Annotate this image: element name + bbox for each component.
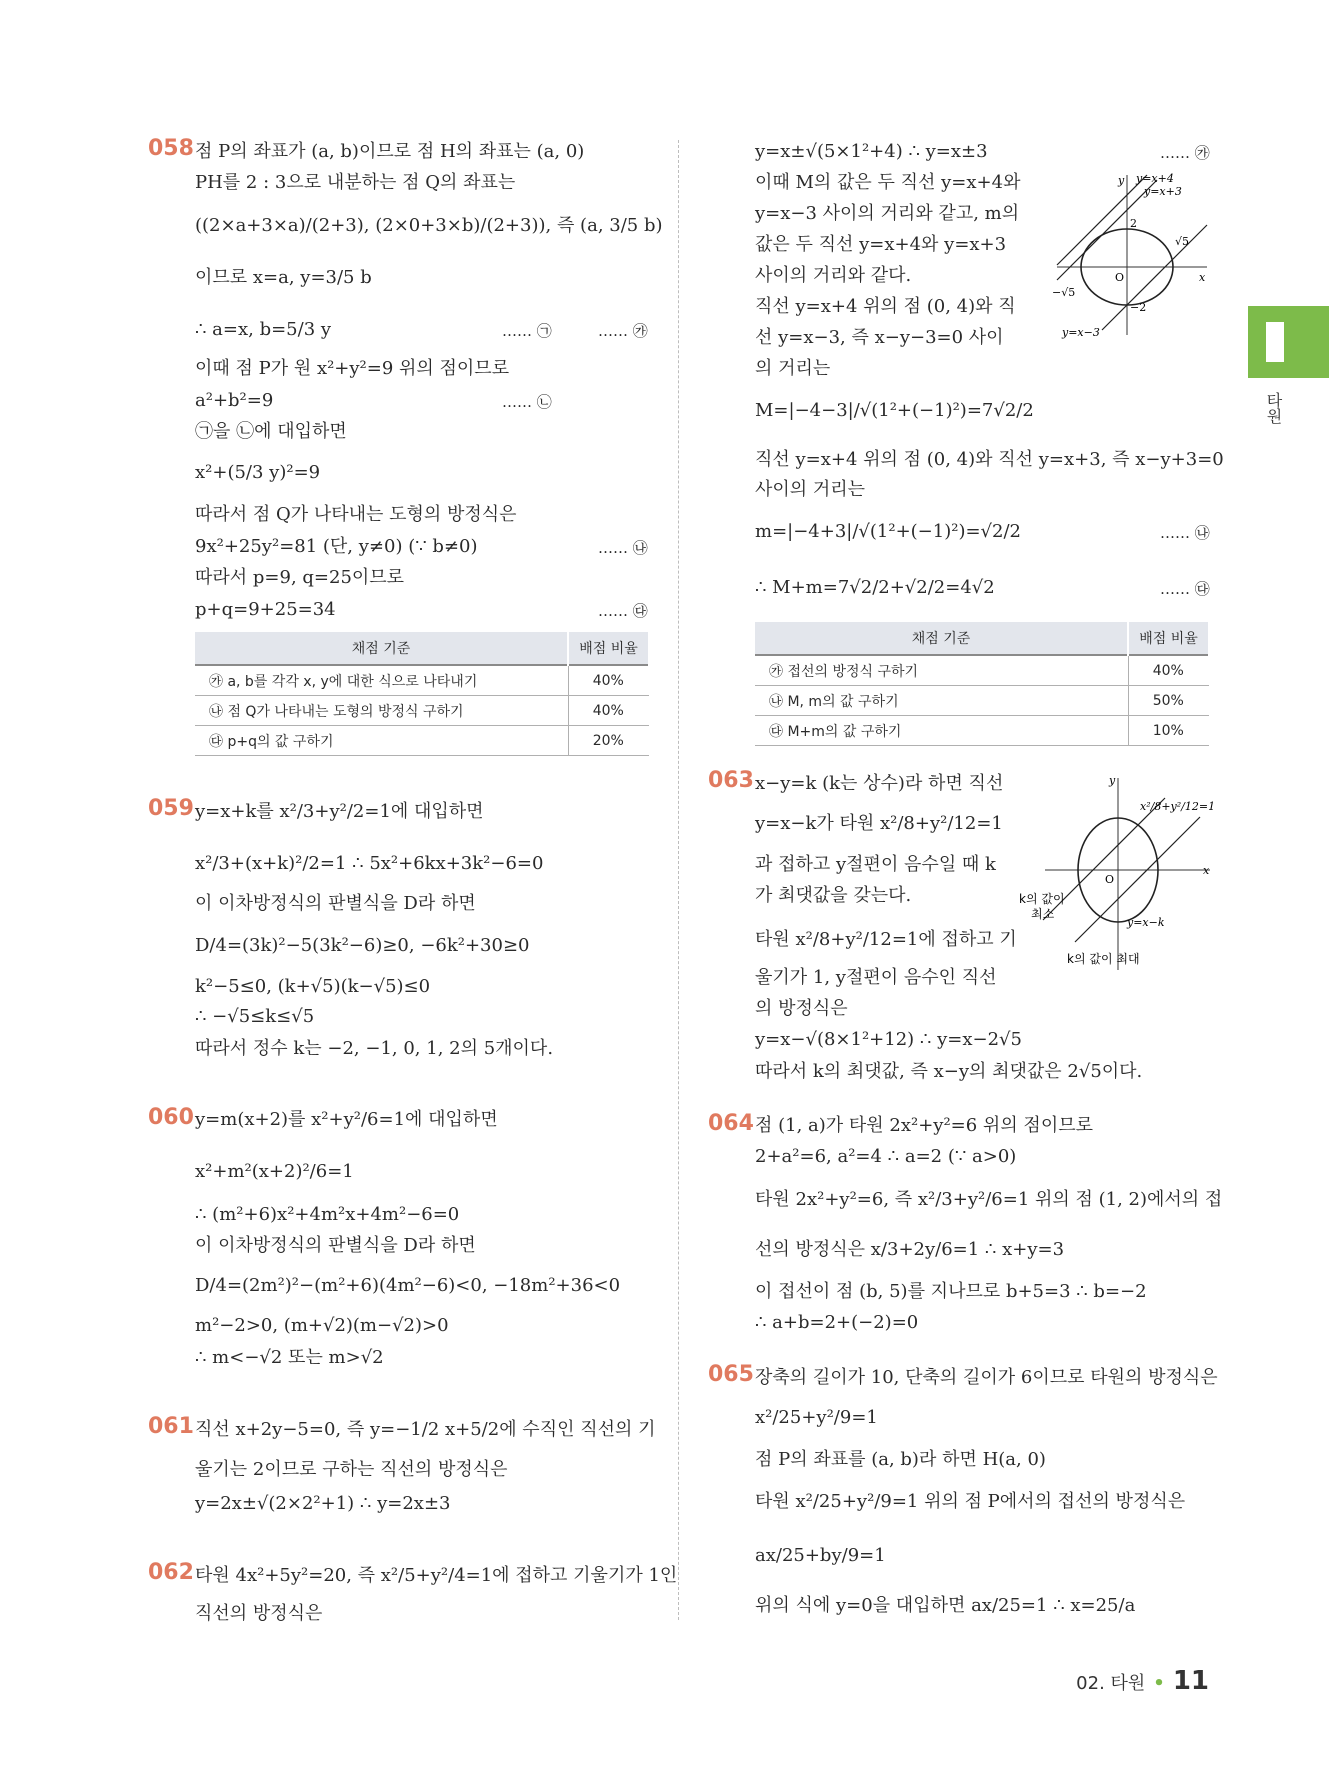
problem-060-line-3: ∴ (m²+6)x²+4m²x+4m²−6=0 [195,1204,460,1225]
problem-062-cont-line-11: 사이의 거리는 [755,479,866,500]
problem-062-cont-line-13: ∴ M+m=7√2/2+√2/2=4√2 [755,577,995,598]
problem-number-060: 060 [148,1105,194,1130]
problem-058-line-4: 이므로 x=a, y=3/5 b [195,267,372,288]
problem-065-line-5: ax/25+by/9=1 [755,1545,886,1566]
graph-label: −2 [1130,301,1147,314]
problem-063-line-2: y=x−k가 타원 x²/8+y²/12=1 [755,813,1003,834]
problem-061-line-2: 울기는 2이므로 구하는 직선의 방정식은 [195,1459,508,1480]
problem-062-cont-line-7: 선 y=x−3, 즉 x−y−3=0 사이 [755,327,1004,348]
problem-065-line-2: x²/25+y²/9=1 [755,1407,878,1428]
problem-064-line-4: 선의 방정식은 x/3+2y/6=1 ∴ x+y=3 [755,1239,1065,1260]
page-footer [1076,1666,1209,1696]
graph-label: x [1199,271,1206,284]
problem-058-line-3: ((2×a+3×a)/(2+3), (2×0+3×b)/(2+3)), 즉 (a, 3/5 b) [195,215,663,236]
table-header-ratio: 배점 비율 [568,632,649,665]
table-row [755,655,1209,686]
page-number: 11 [1172,1666,1209,1696]
graph-label: k의 값이 최대 [1067,952,1140,966]
problem-number-058: 058 [148,136,194,161]
criterion-cell: ㉮ 접선의 방정식 구하기 [755,655,1128,686]
problem-060-line-7: ∴ m<−√2 또는 m>√2 [195,1347,384,1368]
problem-062-cont-line-5: 사이의 거리와 같다. [755,265,912,286]
problem-062-cont-line-4: 값은 두 직선 y=x+4와 y=x+3 [755,234,1007,255]
ratio-cell: 50% [1128,686,1209,716]
graph-label: y=x+4 [1136,172,1174,185]
graph-label: O [1115,271,1125,284]
problem-062-cont-line-12: m=|−4+3|/√(1²+(−1)²)=√2/2 [755,521,1021,542]
problem-059-line-5: k²−5≤0, (k+√5)(k−√5)≤0 [195,976,431,997]
table-header-criterion: 채점 기준 [755,622,1128,655]
graph-label: −√5 [1052,286,1076,299]
problem-059-line-2: x²/3+(x+k)²/2=1 ∴ 5x²+6kx+3k²−6=0 [195,853,544,874]
criterion-cell: ㉯ 점 Q가 나타내는 도형의 방정식 구하기 [195,696,568,726]
problem-062-cont-line-1: y=x±√(5×1²+4) ∴ y=x±3 [755,141,988,162]
table-row [755,716,1209,746]
problem-063-line-1: x−y=k (k는 상수)라 하면 직선 [755,773,1004,794]
problem-065-line-4: 타원 x²/25+y²/9=1 위의 점 P에서의 접선의 방정식은 [755,1491,1186,1512]
graph-label: k의 값이 [1019,892,1065,906]
problem-060-line-1: y=m(x+2)를 x²+y²/6=1에 대입하면 [195,1109,498,1130]
problem-059-line-3: 이 이차방정식의 판별식을 D라 하면 [195,893,476,914]
problem-number-059: 059 [148,796,194,821]
chapter-side-label: 타원 [1264,392,1283,424]
problem-064-line-1: 점 (1, a)가 타원 2x²+y²=6 위의 점이므로 [755,1115,1093,1136]
criterion-cell: ㉮ a, b를 각각 x, y에 대한 식으로 나타내기 [195,665,568,696]
graph-label: O [1105,873,1115,886]
problem-058-line-8: ㉠을 ㉡에 대입하면 [195,421,347,442]
problem-058-line-10: 따라서 점 Q가 나타내는 도형의 방정식은 [195,504,517,525]
problem-060-line-4: 이 이차방정식의 판별식을 D라 하면 [195,1235,476,1256]
graph-label: y [1118,174,1125,187]
problem-064-line-2: 2+a²=6, a²=4 ∴ a=2 (∵ a>0) [755,1146,1017,1167]
problem-059-line-6: ∴ −√5≤k≤√5 [195,1006,315,1027]
table-row [195,726,649,756]
problem-060-line-6: m²−2>0, (m+√2)(m−√2)>0 [195,1315,449,1336]
marker-na: …… ㉯ [598,539,648,557]
marker-na-062: …… ㉯ [1160,524,1210,542]
column-divider [678,140,679,1620]
marker-ga-062: …… ㉮ [1160,144,1210,162]
marker-1: …… ㉠ [502,322,552,340]
scoring-table-062 [755,622,1210,746]
graph-label: y=x+3 [1144,185,1182,198]
problem-062-cont-line-2: 이때 M의 값은 두 직선 y=x+4와 [755,172,1021,193]
problem-062-cont-line-8: 의 거리는 [755,358,831,379]
scoring-table-058 [195,632,650,756]
graph-label: y=x−k [1127,916,1165,929]
graph-label: x²/8+y²/12=1 [1140,800,1215,813]
problem-062-cont-line-6: 직선 y=x+4 위의 점 (0, 4)와 직 [755,296,1016,317]
problem-number-061: 061 [148,1414,194,1439]
problem-062-cont-line-3: y=x−3 사이의 거리와 같고, m의 [755,203,1020,224]
problem-063-line-8: y=x−√(8×1²+12) ∴ y=x−2√5 [755,1029,1022,1050]
problem-065-line-6: 위의 식에 y=0을 대입하면 ax/25=1 ∴ x=25/a [755,1595,1136,1616]
criterion-cell: ㉰ M+m의 값 구하기 [755,716,1128,746]
problem-063-line-7: 의 방정식은 [755,998,848,1019]
problem-061-line-1: 직선 x+2y−5=0, 즉 y=−1/2 x+5/2에 수직인 직선의 기 [195,1419,656,1440]
problem-065-line-1: 장축의 길이가 10, 단축의 길이가 6이므로 타원의 방정식은 [755,1367,1218,1388]
marker-da: …… ㉰ [598,602,648,620]
criterion-cell: ㉰ p+q의 값 구하기 [195,726,568,756]
problem-number-062: 062 [148,1560,194,1585]
problem-060-line-5: D/4=(2m²)²−(m²+6)(4m²−6)<0, −18m²+36<0 [195,1275,621,1296]
problem-058-line-11: 9x²+25y²=81 (단, y≠0) (∵ b≠0) [195,536,478,557]
problem-063-line-4: 가 최댓값을 갖는다. [755,885,912,906]
ratio-cell: 10% [1128,716,1209,746]
problem-058-line-13: p+q=9+25=34 [195,599,336,620]
graph-label: 최소 [1031,907,1055,921]
problem-062-cont-line-9: M=|−4−3|/√(1²+(−1)²)=7√2/2 [755,400,1034,421]
problem-060-line-2: x²+m²(x+2)²/6=1 [195,1161,354,1182]
problem-058-line-7: a²+b²=9 [195,390,274,411]
problem-059-line-7: 따라서 정수 k는 −2, −1, 0, 1, 2의 5개이다. [195,1038,554,1059]
problem-063-line-9: 따라서 k의 최댓값, 즉 x−y의 최댓값은 2√5이다. [755,1061,1143,1082]
problem-number-065: 065 [708,1362,754,1387]
ratio-cell: 20% [568,726,649,756]
problem-number-064: 064 [708,1111,754,1136]
problem-063-line-3: 과 접하고 y절편이 음수일 때 k [755,854,996,875]
problem-065-line-3: 점 P의 좌표를 (a, b)라 하면 H(a, 0) [755,1449,1046,1470]
ellipse-tangent-graph [1015,770,1215,975]
problem-059-line-4: D/4=(3k)²−5(3k²−6)≥0, −6k²+30≥0 [195,935,530,956]
problem-064-line-3: 타원 2x²+y²=6, 즉 x²/3+y²/6=1 위의 점 (1, 2)에서의 접 [755,1189,1223,1210]
problem-062-line-1: 타원 4x²+5y²=20, 즉 x²/5+y²/4=1에 접하고 기울기가 1인 [195,1565,678,1586]
marker-2: …… ㉡ [502,393,552,411]
problem-061-line-3: y=2x±√(2×2²+1) ∴ y=2x±3 [195,1493,451,1514]
ratio-cell: 40% [568,696,649,726]
problem-064-line-6: ∴ a+b=2+(−2)=0 [755,1312,919,1333]
problem-058-line-9: x²+(5/3 y)²=9 [195,462,321,483]
tangent-lines-graph [1052,170,1212,340]
problem-064-line-5: 이 접선이 점 (b, 5)를 지나므로 b+5=3 ∴ b=−2 [755,1281,1147,1302]
problem-058-line-2: PH를 2 : 3으로 내분하는 점 Q의 좌표는 [195,172,516,193]
graph-label: 2 [1130,217,1137,230]
table-header-ratio: 배점 비율 [1128,622,1209,655]
problem-058-line-1: 점 P의 좌표가 (a, b)이므로 점 H의 좌표는 (a, 0) [195,141,585,162]
line-y-x-plus-3 [1057,180,1157,280]
chapter-tab-icon [1260,316,1290,368]
criterion-cell: ㉯ M, m의 값 구하기 [755,686,1128,716]
table-row [195,665,649,696]
problem-062-line-2: 직선의 방정식은 [195,1603,323,1624]
problem-058-line-5: ∴ a=x, b=5/3 y [195,319,332,340]
graph-label: x [1203,864,1210,877]
ratio-cell: 40% [568,665,649,696]
separator-dot: • [1153,1673,1165,1694]
marker-da-062: …… ㉰ [1160,580,1210,598]
graph-label: y=x−3 [1062,326,1100,339]
chapter-side-tab [1248,306,1329,378]
problem-063-line-6: 울기가 1, y절편이 음수인 직선 [755,967,997,988]
table-header-criterion: 채점 기준 [195,632,568,665]
chapter-title: 02. 타원 [1076,1673,1146,1694]
table-row [755,686,1209,716]
marker-ga: …… ㉮ [598,322,648,340]
ratio-cell: 40% [1128,655,1209,686]
problem-058-line-6: 이때 점 P가 원 x²+y²=9 위의 점이므로 [195,358,510,379]
problem-063-line-5: 타원 x²/8+y²/12=1에 접하고 기 [755,929,1017,950]
problem-number-063: 063 [708,768,754,793]
graph-label: y [1109,774,1116,787]
table-row [195,696,649,726]
problem-062-cont-line-10: 직선 y=x+4 위의 점 (0, 4)와 직선 y=x+3, 즉 x−y+3=0 [755,449,1224,470]
problem-058-line-12: 따라서 p=9, q=25이므로 [195,567,405,588]
graph-label: √5 [1175,235,1190,248]
problem-059-line-1: y=x+k를 x²/3+y²/2=1에 대입하면 [195,801,484,822]
